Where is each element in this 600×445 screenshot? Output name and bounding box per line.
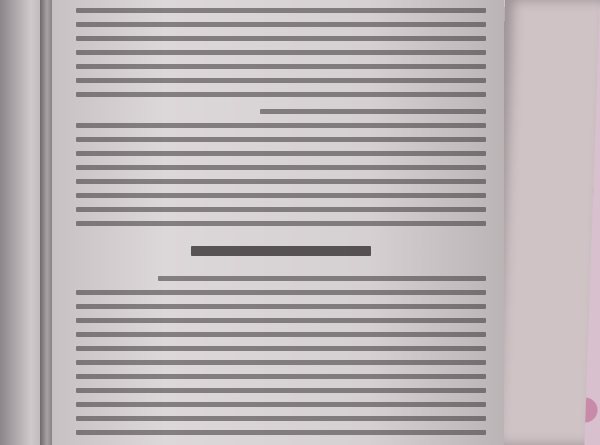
page-content-upside-down <box>52 0 504 445</box>
previous-page-edge <box>0 0 44 445</box>
paragraph-block <box>76 109 486 226</box>
section-heading <box>76 240 486 262</box>
paragraph-lines <box>76 0 486 97</box>
book-page <box>52 0 504 445</box>
paragraph-lines <box>76 109 486 226</box>
paragraph-lines <box>76 276 486 435</box>
facing-page <box>489 0 600 445</box>
paragraph-block <box>76 276 486 435</box>
paragraph-block <box>76 0 486 97</box>
